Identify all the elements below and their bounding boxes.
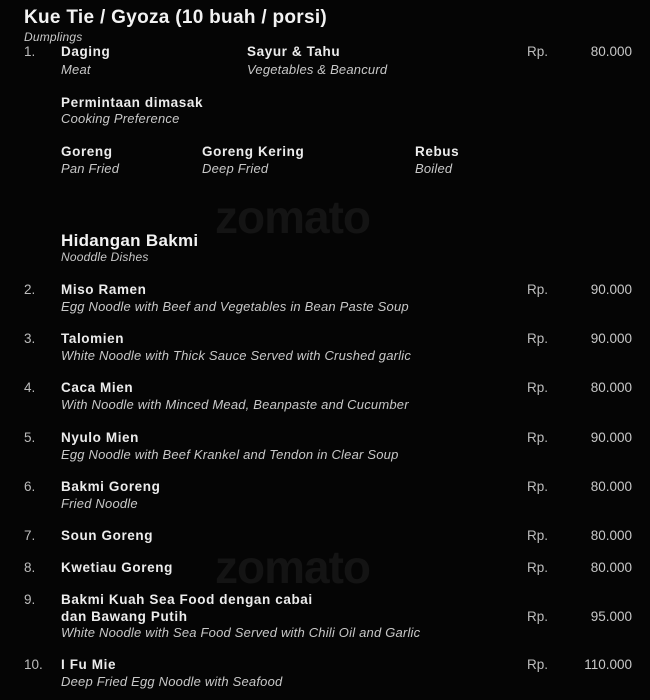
item-number: 9. [24,592,36,607]
currency: Rp. [527,331,549,346]
option-name: Sayur & Tahu [247,44,341,59]
cooking-option: Rebus [415,144,460,159]
currency: Rp. [527,479,549,494]
item-name: Nyulo Mien [61,430,140,445]
currency: Rp. [527,380,549,395]
price: 80.000 [590,479,632,494]
item-number: 10. [24,657,43,672]
item-name: Bakmi Kuah Sea Food dengan cabai [61,592,313,607]
preference-label: Permintaan dimasak [61,95,204,110]
option-desc: Meat [61,62,91,77]
item-name: Miso Ramen [61,282,147,297]
item-number: 4. [24,380,36,395]
cooking-option: Goreng [61,144,113,159]
currency: Rp. [527,430,549,445]
price: 80.000 [590,528,632,543]
item-name: Caca Mien [61,380,134,395]
item-name-line2: dan Bawang Putih [61,609,188,624]
item-name: Kwetiau Goreng [61,560,173,575]
item-name: Talomien [61,331,125,346]
price: 80.000 [590,560,632,575]
price: 80.000 [590,44,632,59]
currency: Rp. [527,528,549,543]
price: 110.000 [584,657,632,672]
item-number: 7. [24,528,36,543]
price: 90.000 [590,282,632,297]
cooking-option: Goreng Kering [202,144,305,159]
section-title: Hidangan Bakmi [61,231,199,250]
item-desc: With Noodle with Minced Mead, Beanpaste and Cucumber [61,397,409,412]
currency: Rp. [527,44,549,59]
price: 80.000 [590,380,632,395]
item-desc: White Noodle with Thick Sauce Served with Crushed garlic [61,348,412,363]
preference-desc: Cooking Preference [61,111,180,126]
item-name: Soun Goreng [61,528,154,543]
option-desc: Vegetables & Beancurd [247,62,388,77]
item-number: 1. [24,44,36,59]
currency: Rp. [527,657,549,672]
currency: Rp. [527,282,549,297]
item-desc: Egg Noodle with Beef Krankel and Tendon in Clear Soup [61,447,399,462]
price: 90.000 [590,430,632,445]
price: 95.000 [590,609,632,624]
watermark-logo: zomato [215,541,370,593]
item-number: 5. [24,430,36,445]
item-name: Bakmi Goreng [61,479,161,494]
item-desc: Egg Noodle with Beef and Vegetables in Bean Paste Soup [61,299,409,314]
item-number: 8. [24,560,36,575]
item-desc: Fried Noodle [61,496,138,511]
item-desc: Deep Fried Egg Noodle with Seafood [61,674,283,689]
watermark-logo: zomato [215,191,370,243]
item-number: 2. [24,282,36,297]
section-subtitle: Nooddle Dishes [61,250,149,264]
cooking-desc: Boiled [415,161,453,176]
cooking-desc: Pan Fried [61,161,120,176]
currency: Rp. [527,609,549,624]
item-number: 6. [24,479,36,494]
price: 90.000 [590,331,632,346]
item-number: 3. [24,331,36,346]
cooking-desc: Deep Fried [202,161,269,176]
section-subtitle: Dumplings [24,30,83,44]
item-desc: White Noodle with Sea Food Served with Chili Oil and Garlic [61,625,421,640]
section-title: Kue Tie / Gyoza (10 buah / porsi) [24,7,328,28]
option-name: Daging [61,44,111,59]
currency: Rp. [527,560,549,575]
item-name: I Fu Mie [61,657,117,672]
